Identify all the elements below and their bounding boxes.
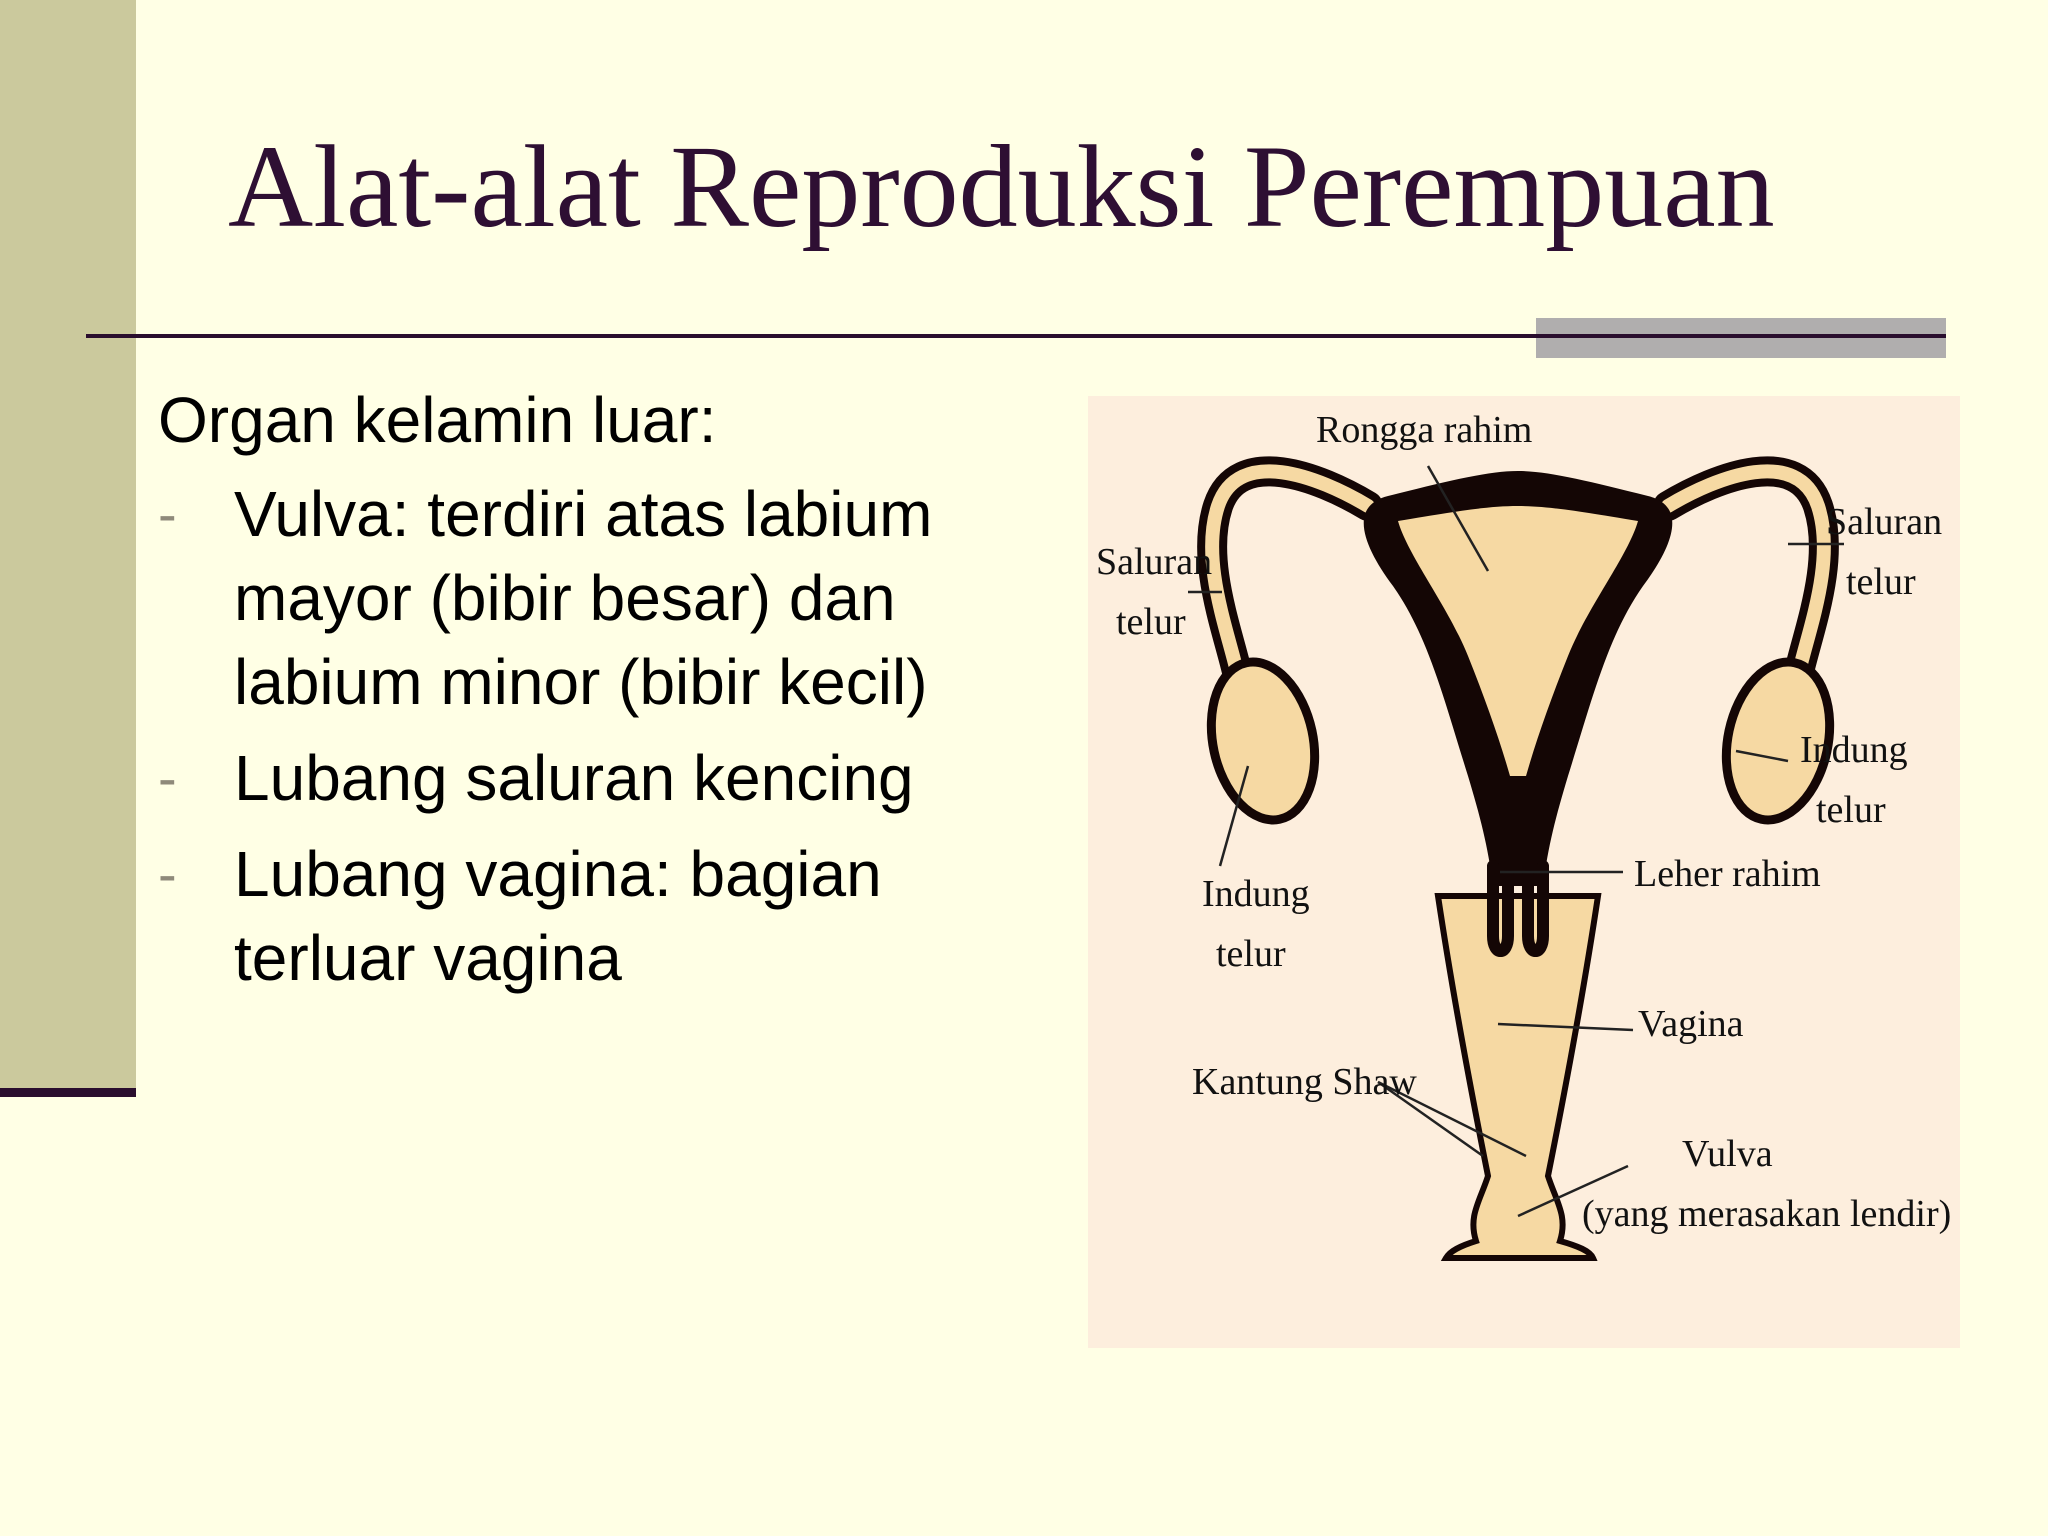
label-vulva: Vulva <box>1682 1133 1773 1175</box>
ovary-left <box>1197 652 1328 829</box>
bullet-text: Vulva: terdiri atas labium mayor (bibir besar) dan labium minor (bibir kecil) <box>234 478 933 718</box>
label-vulva-note: (yang merasakan lendir) <box>1582 1193 1952 1235</box>
left-accent-bar <box>0 0 136 1090</box>
title-rule-accent <box>1536 318 1946 358</box>
label-saluran-telur-left-2: telur <box>1116 601 1186 643</box>
bullet-dash-icon: - <box>158 842 177 905</box>
reproductive-diagram <box>1088 396 1960 1348</box>
slide-title: Alat-alat Reproduksi Perempuan <box>228 121 1775 252</box>
label-indung-telur-left-2: telur <box>1216 933 1286 975</box>
vagina-canal <box>1438 896 1598 1258</box>
label-kantung-shaw: Kantung Shaw <box>1192 1061 1417 1103</box>
body-lead: Organ kelamin luar: <box>158 384 717 456</box>
left-accent-bar-foot <box>0 1088 136 1097</box>
label-saluran-telur-right-2: telur <box>1846 561 1916 603</box>
label-saluran-telur-left: Saluran <box>1096 541 1213 583</box>
uterus-illustration <box>1088 396 1960 1348</box>
label-vagina: Vagina <box>1638 1003 1744 1045</box>
label-rongga-rahim: Rongga rahim <box>1316 409 1533 451</box>
label-saluran-telur-right: Saluran <box>1826 501 1943 543</box>
label-indung-telur-right-2: telur <box>1816 789 1886 831</box>
title-rule-accent-line <box>1536 334 1946 338</box>
bullet-item <box>158 472 1058 724</box>
slide-body <box>158 378 1058 1012</box>
bullet-dash-icon: - <box>158 482 177 545</box>
label-indung-telur-left: Indung <box>1202 873 1310 915</box>
bullet-item <box>158 736 1058 820</box>
bullet-item <box>158 832 1058 1000</box>
label-indung-telur-right: Indung <box>1800 729 1908 771</box>
bullet-list <box>158 472 1058 1000</box>
bullet-text: Lubang saluran kencing <box>234 742 914 814</box>
label-leher-rahim: Leher rahim <box>1634 853 1821 895</box>
bullet-text: Lubang vagina: bagian terluar vagina <box>234 838 882 994</box>
bullet-dash-icon: - <box>158 746 177 809</box>
